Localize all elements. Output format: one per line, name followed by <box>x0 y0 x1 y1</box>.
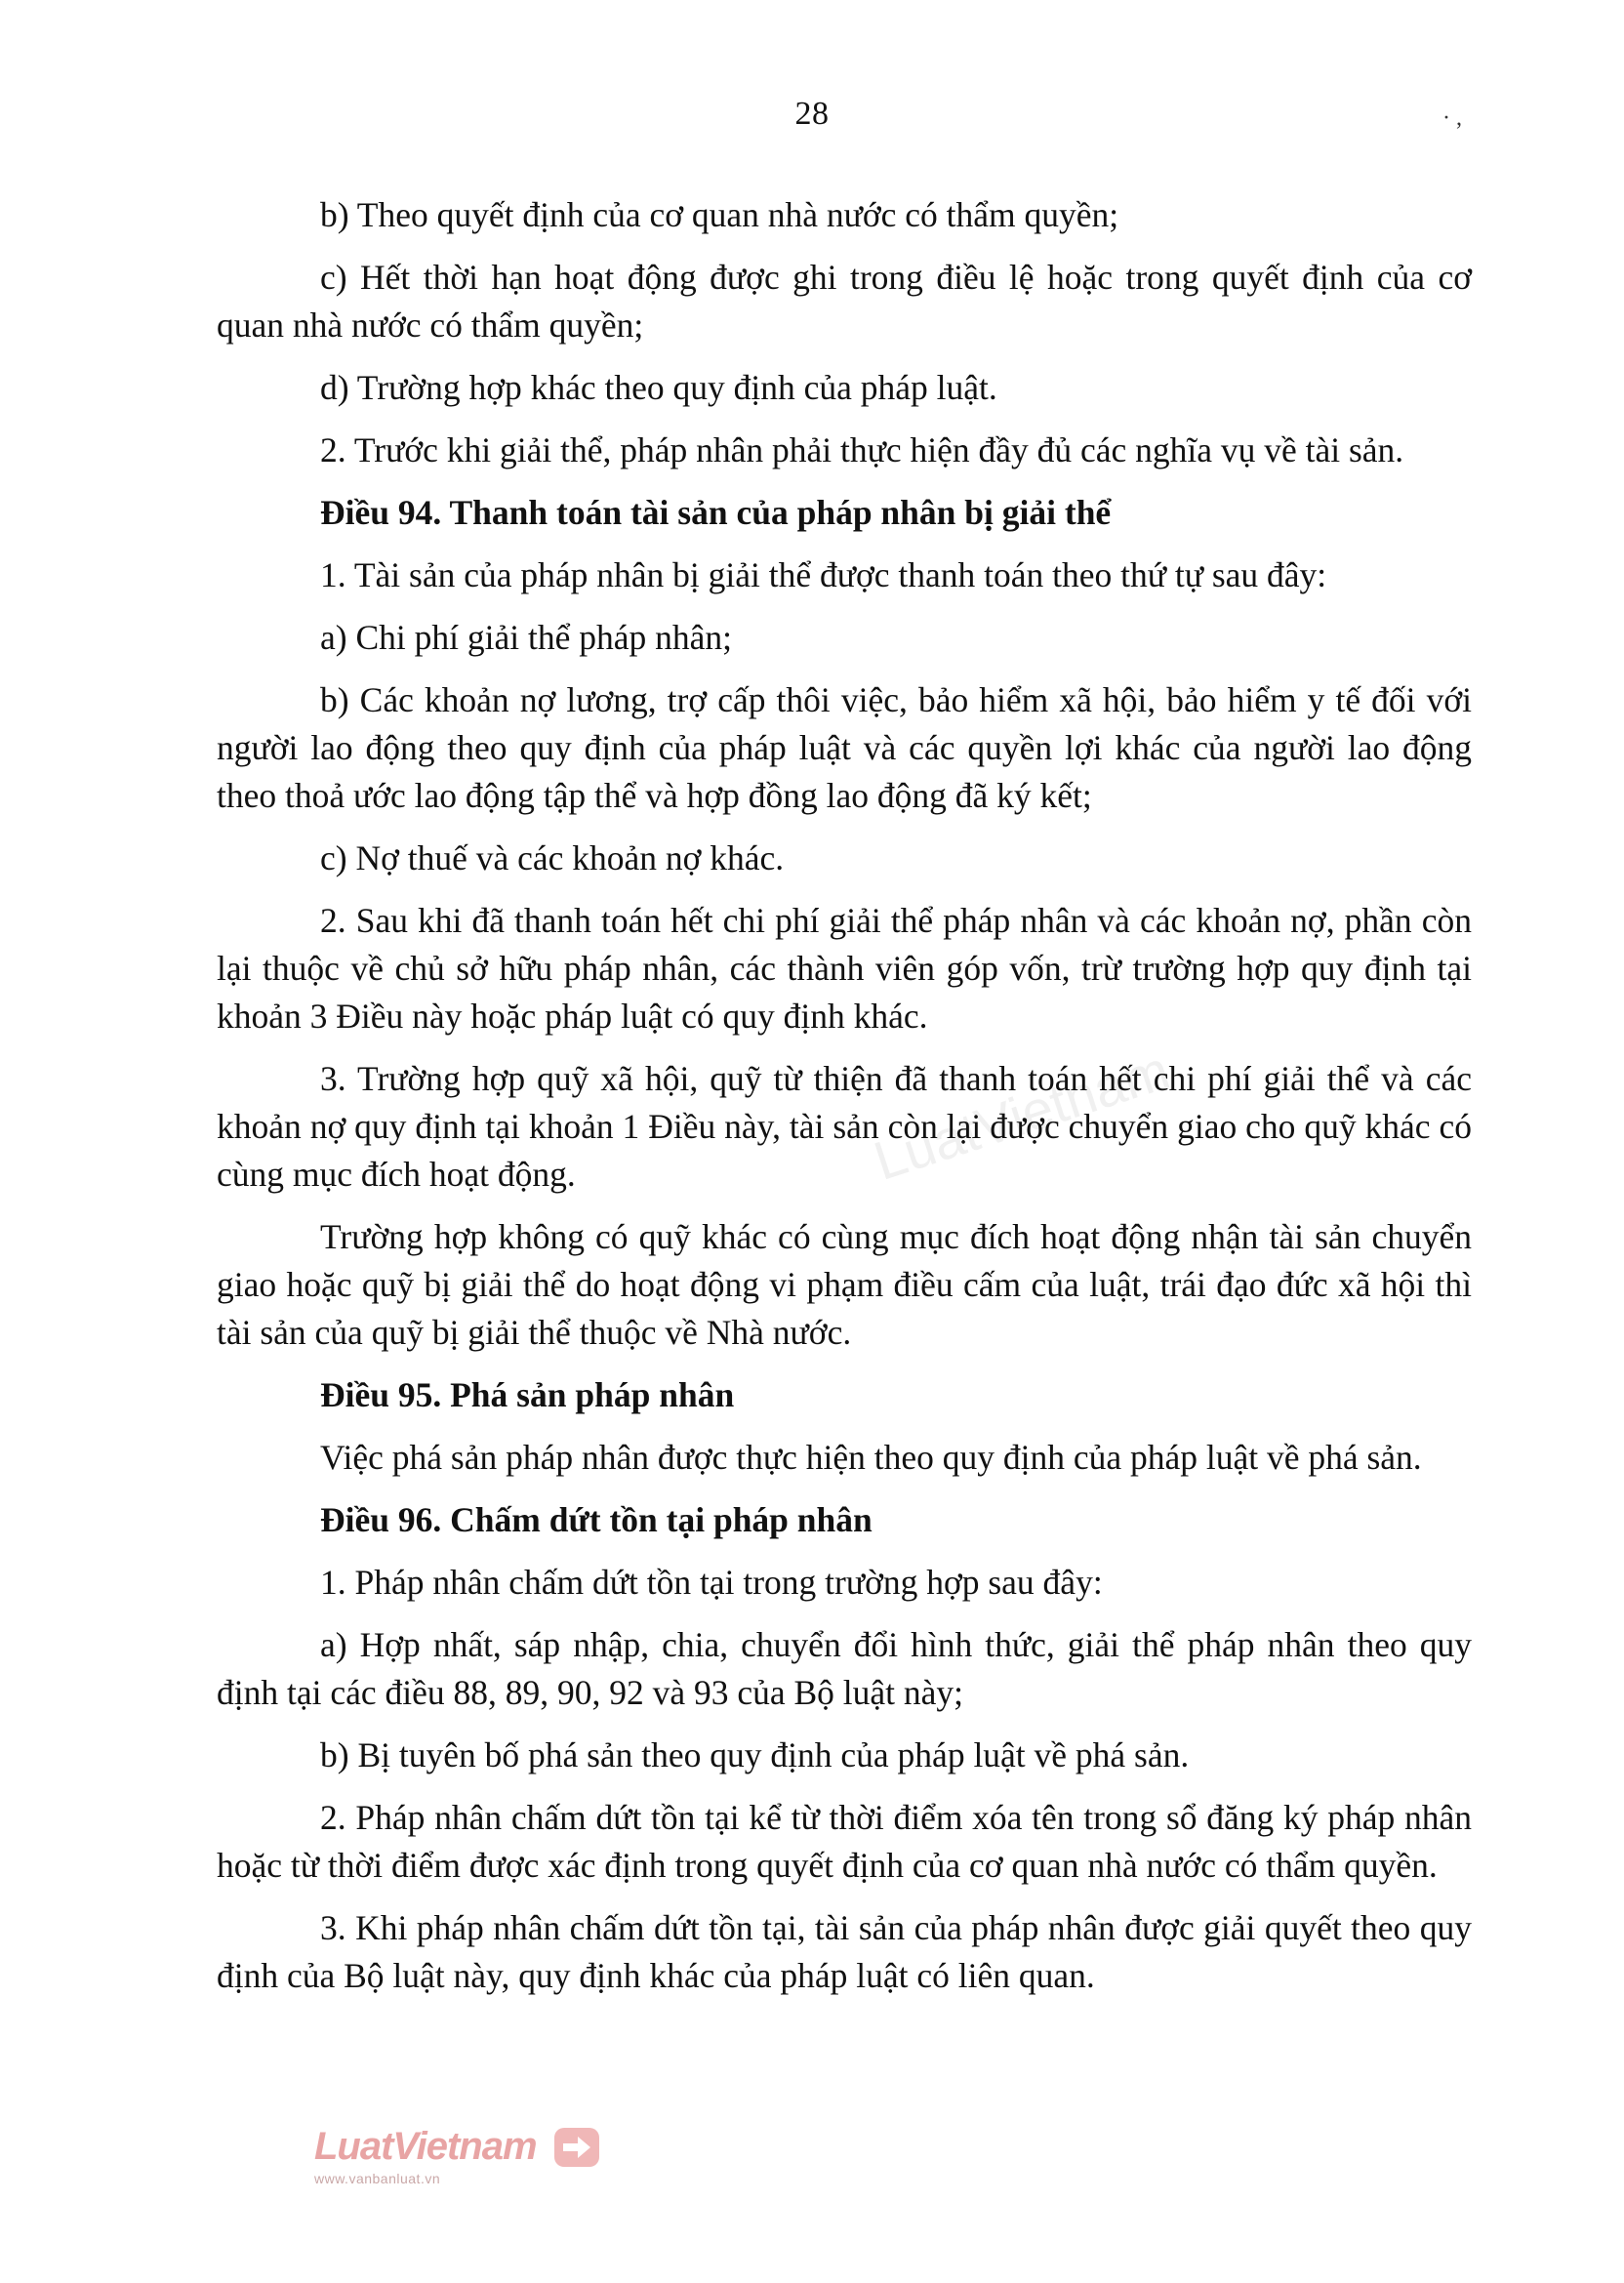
logo-name: LuatVietnam <box>314 2125 537 2168</box>
logo-url: www.vanbanluat.vn <box>314 2171 441 2186</box>
article-heading: Điều 95. Phá sản pháp nhân <box>320 1375 735 1414</box>
paragraph: b) Các khoản nợ lương, trợ cấp thôi việc, bảo hiểm xã hội, bảo hiểm y tế đối với người lao động theo quy định của pháp luật và các quyền lợi khác của người lao động theo thoả ước lao động tập thể và hợp đồng lao động đã ký kết; <box>217 680 1472 815</box>
paragraph: b) Bị tuyên bố phá sản theo quy định của pháp luật về phá sản. <box>320 1735 1190 1774</box>
arrow-icon <box>554 2128 599 2167</box>
paragraph: Việc phá sản pháp nhân được thực hiện theo quy định của pháp luật về phá sản. <box>320 1438 1422 1477</box>
paragraph: 3. Khi pháp nhân chấm dứt tồn tại, tài sản của pháp nhân được giải quyết theo quy định của Bộ luật này, quy định khác của pháp luật có liên quan. <box>217 1908 1472 1995</box>
paragraph: b) Theo quyết định của cơ quan nhà nước có thẩm quyền; <box>320 195 1119 234</box>
scan-specks: · , <box>1442 105 1462 131</box>
paragraph: d) Trường hợp khác theo quy định của pháp luật. <box>320 368 997 407</box>
paragraph: 1. Tài sản của pháp nhân bị giải thể được thanh toán theo thứ tự sau đây: <box>320 555 1327 594</box>
paragraph: c) Nợ thuế và các khoản nợ khác. <box>320 838 785 877</box>
article-heading: Điều 94. Thanh toán tài sản của pháp nhân bị giải thể <box>320 493 1112 532</box>
luatvietnam-logo <box>314 2124 607 2202</box>
article-heading: Điều 96. Chấm dứt tồn tại pháp nhân <box>320 1500 873 1539</box>
paragraph: Trường hợp không có quỹ khác có cùng mục đích hoạt động nhận tài sản chuyển giao hoặc quỹ bị giải thể do hoạt động vi phạm điều cấm của luật, trái đạo đức xã hội thì tài sản của quỹ bị giải thể thuộc về Nhà nước. <box>217 1217 1472 1352</box>
page-number: 28 <box>794 96 830 132</box>
paragraph: 2. Pháp nhân chấm dứt tồn tại kể từ thời điểm xóa tên trong sổ đăng ký pháp nhân hoặc từ thời điểm được xác định trong quyết định của cơ quan nhà nước có thẩm quyền. <box>217 1798 1472 1885</box>
paragraph: 1. Pháp nhân chấm dứt tồn tại trong trường hợp sau đây: <box>320 1563 1103 1602</box>
paragraph: a) Hợp nhất, sáp nhập, chia, chuyển đổi hình thức, giải thể pháp nhân theo quy định tại các điều 88, 89, 90, 92 và 93 của Bộ luật này; <box>217 1625 1472 1712</box>
document-body <box>217 191 1472 2015</box>
paragraph: c) Hết thời hạn hoạt động được ghi trong điều lệ hoặc trong quyết định của cơ quan nhà nước có thẩm quyền; <box>217 258 1472 345</box>
watermark: LuatVietnam <box>866 1039 1177 1192</box>
paragraph: 2. Sau khi đã thanh toán hết chi phí giải thể pháp nhân và các khoản nợ, phần còn lại thuộc về chủ sở hữu pháp nhân, các thành viên góp vốn, trừ trường hợp quy định tại khoản 3 Điều này hoặc pháp luật có quy định khác. <box>217 901 1472 1036</box>
paragraph: 3. Trường hợp quỹ xã hội, quỹ từ thiện đã thanh toán hết chi phí giải thể và các khoản nợ quy định tại khoản 1 Điều này, tài sản còn lại được chuyển giao cho quỹ khác có cùng mục đích hoạt động. <box>217 1059 1472 1194</box>
paragraph: a) Chi phí giải thể pháp nhân; <box>320 618 732 657</box>
paragraph: 2. Trước khi giải thể, pháp nhân phải thực hiện đầy đủ các nghĩa vụ về tài sản. <box>320 430 1404 469</box>
